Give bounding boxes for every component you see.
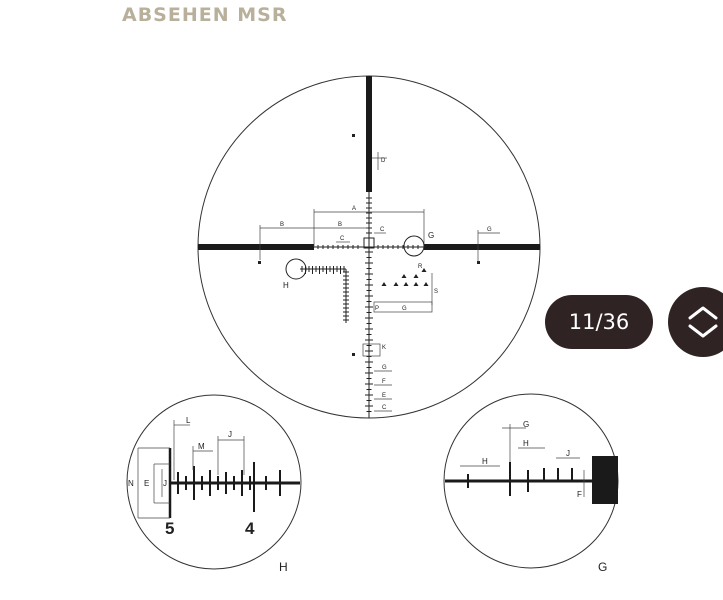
detail-h-label-M: M — [198, 442, 205, 451]
dim-label-G-right: G — [487, 227, 492, 233]
right-thick-post — [424, 244, 540, 250]
slide-counter: 11/36 — [545, 295, 653, 349]
detail-h — [127, 395, 301, 569]
dim-label-R: R — [418, 264, 423, 270]
chevron-up-icon — [690, 308, 716, 318]
detail-g — [444, 394, 618, 568]
main-reticle — [198, 76, 540, 418]
dim-label-P: P — [375, 306, 380, 312]
dim-label-G-box: G — [402, 306, 407, 312]
dim-label-C-lower: C — [382, 405, 387, 411]
detail-g-label-H: H — [523, 439, 529, 448]
detail-h-label-J-inner: J — [163, 479, 167, 488]
dim-label-D: D — [381, 158, 386, 164]
detail-g-thick-post — [592, 456, 618, 504]
detail-h-label-L: L — [186, 416, 191, 425]
detail-g-caption: G — [598, 560, 608, 574]
detail-h-caption: H — [279, 560, 288, 574]
detail-h-label-E: E — [144, 479, 150, 488]
dim-label-C-left: C — [340, 236, 345, 242]
left-thick-post — [198, 244, 314, 250]
dim-label-B-left: B — [280, 222, 285, 228]
dim-label-F: F — [382, 379, 386, 385]
dim-label-S: S — [434, 289, 439, 295]
detail-g-label-H-left: H — [482, 457, 488, 466]
detail-h-label-J: J — [228, 430, 232, 439]
dim-label-G-lower: G — [382, 365, 387, 371]
detail-g-label-F: F — [577, 490, 582, 499]
detail-g-label-J: J — [566, 449, 570, 458]
dim-label-B-center: B — [338, 222, 343, 228]
detail-g-label-G: G — [523, 420, 530, 429]
dim-label-G-circle: G — [428, 231, 435, 240]
detail-h-label-N: N — [128, 479, 134, 488]
detail-h-number-4: 4 — [245, 519, 255, 538]
dim-label-K: K — [382, 345, 387, 351]
dim-label-C-upper: C — [380, 227, 385, 233]
dim-label-H-circle: H — [283, 281, 289, 290]
chevron-down-icon — [690, 326, 716, 336]
dim-label-A: A — [352, 206, 357, 212]
dim-label-E: E — [382, 393, 387, 399]
top-thick-post — [366, 76, 372, 192]
page-title: ABSEHEN MSR — [122, 4, 288, 26]
detail-h-number-5: 5 — [165, 519, 175, 538]
